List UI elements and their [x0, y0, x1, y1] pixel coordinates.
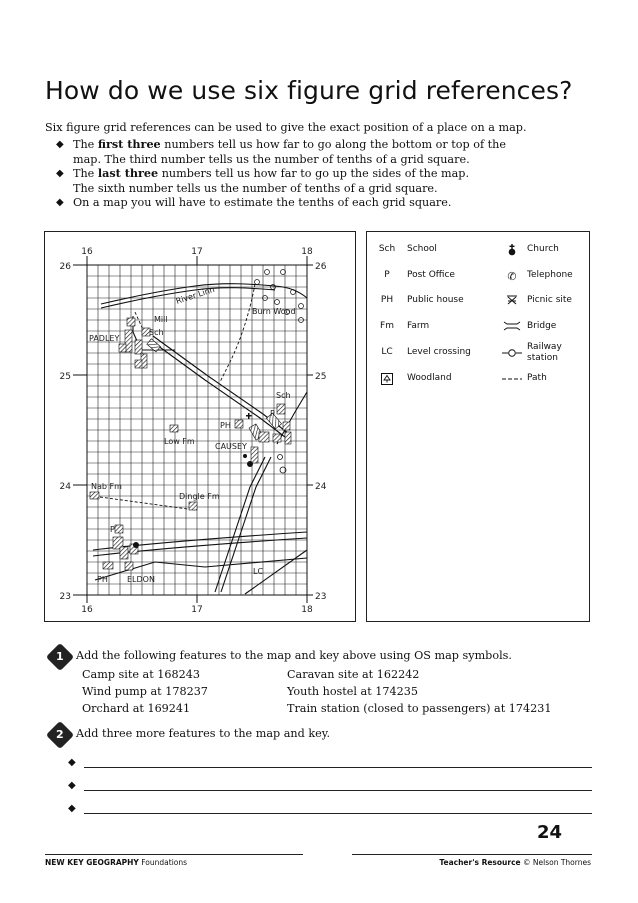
y-label-23-right: 23 — [315, 592, 327, 602]
label-nab-fm: Nab Fm — [91, 482, 122, 491]
ordnance-map-panel — [44, 231, 356, 622]
answer-line-1[interactable] — [68, 758, 592, 770]
path-icon — [501, 373, 523, 386]
question-1-badge: 1 — [46, 643, 74, 671]
label-ph-eldon: PH — [97, 575, 108, 584]
label-eldon: ELDON — [127, 575, 155, 584]
label-padley: PADLEY — [89, 334, 120, 343]
x-label-16-top: 16 — [81, 247, 93, 257]
diamond-bullet-icon: ◆ — [56, 168, 64, 179]
label-lc: LC — [253, 567, 264, 576]
church-icon — [501, 244, 523, 259]
path-track-2 — [220, 284, 255, 382]
x-label-17-bottom: 17 — [191, 605, 203, 615]
footer-divider-right — [352, 854, 592, 855]
railway-station-icon — [501, 347, 523, 360]
x-label-16-bottom: 16 — [81, 605, 93, 615]
railway-line-1 — [150, 340, 285, 437]
feature-wind-pump: Wind pump at 178237 — [82, 685, 208, 698]
y-label-23-left: 23 — [59, 592, 71, 602]
label-p-causey: P — [270, 409, 275, 418]
y-label-26-left: 26 — [59, 262, 71, 272]
footer-right: Teacher's Resource © Nelson Thornes — [439, 858, 591, 867]
question-2-text: Add three more features to the map and key. — [76, 727, 331, 740]
intro-text: Six figure grid references can be used to give the exact position of a place on a map. — [45, 121, 527, 134]
feature-train-station: Train station (closed to passengers) at 174231 — [287, 702, 552, 715]
footer-divider-left — [45, 854, 303, 855]
grid-map — [45, 232, 355, 621]
label-low-fm: Low Fm — [164, 437, 195, 446]
page-number: 24 — [537, 822, 563, 843]
y-label-24-left: 24 — [59, 482, 71, 492]
feature-orchard: Orchard at 169241 — [82, 702, 191, 715]
telephone-icon: ✆ — [507, 270, 517, 283]
diamond-bullet-icon: ◆ — [68, 803, 76, 814]
label-p-eldon: P — [110, 525, 115, 534]
label-mill: Mill — [154, 315, 168, 324]
label-sch-causey: Sch — [276, 391, 291, 400]
label-river-linn: River Linn — [174, 284, 216, 306]
answer-line-2[interactable] — [68, 781, 592, 793]
road-ldn-2 — [221, 457, 271, 592]
diamond-bullet-icon: ◆ — [68, 780, 76, 791]
question-1-text: Add the following features to the map and key above using OS map symbols. — [76, 649, 512, 662]
label-causey: CAUSEY — [215, 442, 247, 451]
x-label-18-top: 18 — [301, 247, 313, 257]
feature-youth-hostel: Youth hostel at 174235 — [287, 685, 418, 698]
diamond-bullet-icon: ◆ — [68, 757, 76, 768]
y-label-26-right: 26 — [315, 262, 327, 272]
label-burn-wood: Burn Wood — [252, 307, 296, 316]
diamond-bullet-icon: ◆ — [56, 197, 64, 208]
y-label-25-left: 25 — [59, 372, 71, 382]
bridge-icon — [501, 321, 523, 334]
question-2-badge: 2 — [46, 721, 74, 749]
footer-left: NEW KEY GEOGRAPHY Foundations — [45, 858, 188, 867]
feature-camp-site: Camp site at 168243 — [82, 668, 200, 681]
y-label-25-right: 25 — [315, 372, 327, 382]
picnic-site-icon — [501, 295, 523, 308]
page-title: How do we use six figure grid references? — [45, 76, 573, 105]
label-dingle-fm: Dingle Fm — [179, 492, 220, 501]
diamond-bullet-icon: ◆ — [56, 139, 64, 150]
x-label-18-bottom: 18 — [301, 605, 313, 615]
woodland-icon — [381, 373, 393, 385]
feature-caravan-site: Caravan site at 162242 — [287, 668, 420, 681]
label-ph-causey: PH — [220, 421, 231, 430]
map-key-panel: Sch School P Post Office PH Public house Fm Farm LC Level crossing Woodland Church ✆ Telephone Picnic site Bridge Railway station Path — [366, 231, 590, 622]
x-label-17-top: 17 — [191, 247, 203, 257]
answer-line-3[interactable] — [68, 804, 592, 816]
y-label-24-right: 24 — [315, 482, 327, 492]
label-sch-padley: Sch — [149, 328, 164, 337]
